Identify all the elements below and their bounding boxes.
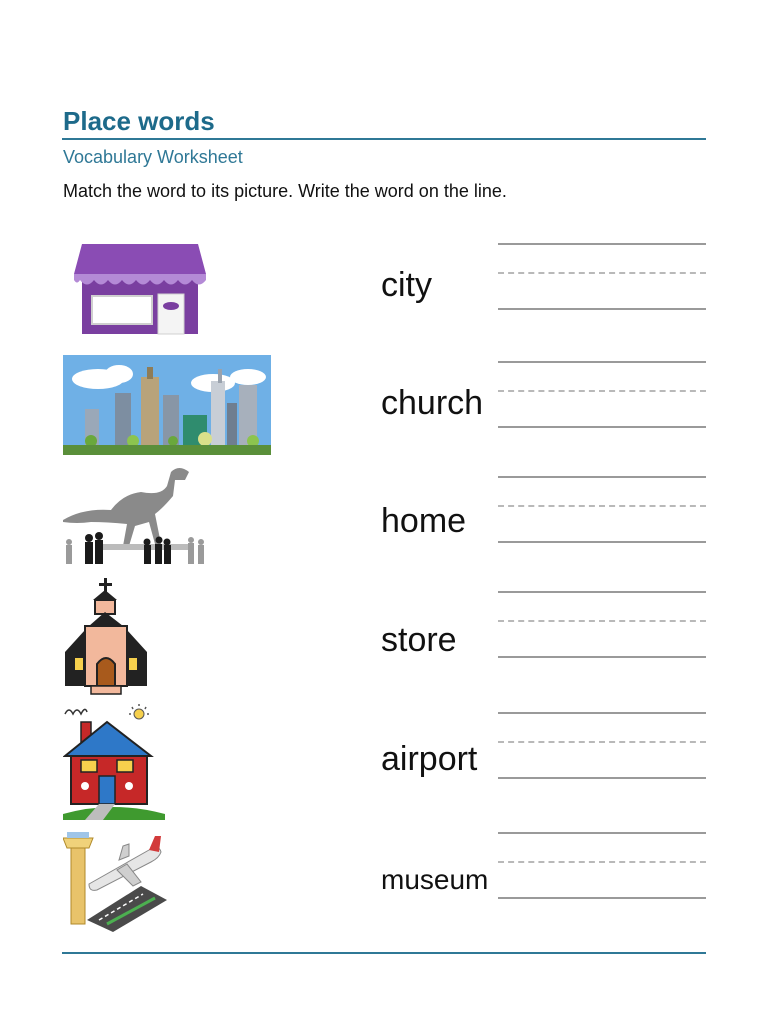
page-title: Place words: [63, 106, 215, 136]
writing-line[interactable]: [498, 591, 706, 661]
writing-line[interactable]: [498, 712, 706, 782]
word-church: church: [381, 384, 484, 422]
writing-line[interactable]: [498, 361, 706, 431]
church-icon: [63, 578, 149, 696]
home-icon: [63, 704, 165, 820]
word-city: city: [381, 266, 432, 304]
museum-icon: [63, 466, 209, 566]
subtitle: Vocabulary Worksheet: [63, 147, 243, 167]
store-icon: [72, 242, 208, 336]
writing-line[interactable]: [498, 832, 706, 902]
word-store: store: [381, 621, 457, 659]
word-museum: museum: [381, 864, 489, 895]
footer-divider: [62, 952, 706, 954]
title-divider: [62, 138, 706, 140]
airport-icon: [63, 828, 167, 932]
instructions: Match the word to its picture. Write the word on the line.: [63, 181, 507, 201]
word-home: home: [381, 502, 467, 540]
writing-line[interactable]: [498, 243, 706, 313]
city-icon: [63, 355, 271, 455]
writing-line[interactable]: [498, 476, 706, 546]
word-airport: airport: [381, 740, 478, 778]
